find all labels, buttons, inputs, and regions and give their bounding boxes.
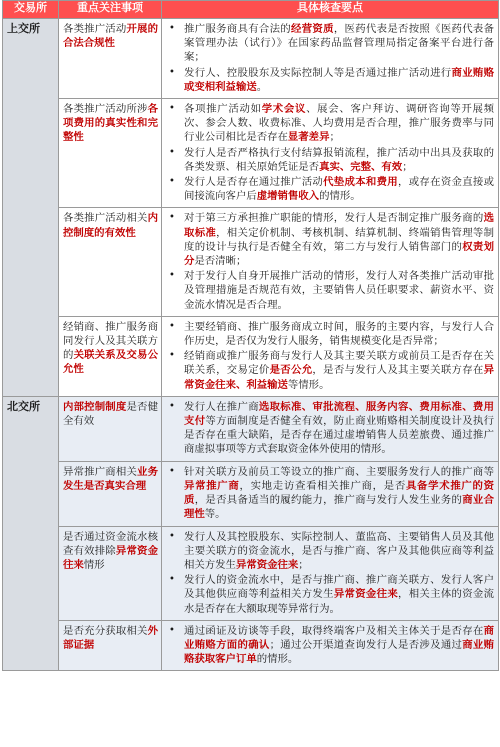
header-focus: 重点关注事项 xyxy=(59,1,162,19)
highlight-text: 内控制度的有效性 xyxy=(63,212,158,239)
highlight-text: 商业贿赂或变相利益输送 xyxy=(184,66,495,93)
list-item xyxy=(164,624,494,667)
text-segment: ； xyxy=(329,131,340,144)
focus-item-cell xyxy=(59,620,162,671)
text-segment: 对于第三方承担推广职能的情形，发行人是否制定推广服务商的 xyxy=(184,212,484,225)
table-row xyxy=(3,208,499,316)
list-item xyxy=(164,211,494,268)
table-row xyxy=(3,526,499,620)
highlight-text: 各项费用的真实性和完整性 xyxy=(63,103,158,144)
table-row xyxy=(3,19,499,99)
table-row xyxy=(3,316,499,396)
text-segment: 等方面制度是否健全有效，防止商业贿赂相关制度设计及执行是否存在重大缺陷，是否存在通过虚增销售人员差旅费、通过推广商虚拟事项等方式套取资金体外使用的情形。 xyxy=(184,415,495,456)
detail-list xyxy=(164,320,494,392)
text-segment: 经销商或推广服务商与发行人及其主要关联方或前员工是否存在关联关系，交易定价 xyxy=(184,350,494,377)
text-segment: 是否通过资金流水核查有效排除 xyxy=(63,530,158,557)
table-body xyxy=(3,19,499,671)
details-cell xyxy=(162,19,499,99)
list-item xyxy=(164,102,494,145)
focus-item-cell xyxy=(59,526,162,620)
details-cell xyxy=(162,526,499,620)
detail-list xyxy=(164,465,494,522)
highlight-text: 经营资质 xyxy=(291,23,334,35)
details-cell xyxy=(162,396,499,461)
highlight-text: 权责划分 xyxy=(184,240,495,268)
text-segment: ；通过公开渠道查询发行人是否涉及通过 xyxy=(269,638,463,651)
text-segment: 。 xyxy=(256,80,268,93)
text-segment: 是否健全有效 xyxy=(63,400,159,428)
detail-list xyxy=(164,211,494,311)
exchange-cell: 上交所 xyxy=(3,19,59,397)
detail-list xyxy=(164,400,494,457)
text-segment: 针对关联方及前员工等设立的推广商、主要服务发行人的推广商等 xyxy=(184,465,494,478)
text-segment: 通过函证及访谈等手段，取得终端客户及相关主体关于是否存在 xyxy=(184,624,484,637)
text-segment: ； xyxy=(402,160,413,173)
text-segment: 发行人及其控股股东、实际控制人、董监高、主要销售人员及其他主要关联方的资金流水，是否与推广商、客户及其他供应商等利益相关方发生 xyxy=(184,530,494,571)
exchange-cell: 北交所 xyxy=(3,396,59,670)
focus-item-cell xyxy=(59,396,162,461)
text-segment: 异常推广商相关 xyxy=(63,465,138,478)
header-details: 具体核查要点 xyxy=(162,1,499,19)
highlight-text: 异常资金往来 xyxy=(63,544,159,571)
text-segment: 是否清晰； xyxy=(194,255,247,268)
text-segment: 发行人、控股股东及实际控制人等是否通过推广活动进行 xyxy=(184,66,452,79)
highlight-text: 关联关系及交易公允性 xyxy=(63,349,159,376)
text-segment: 等情形。 xyxy=(287,378,330,391)
table-row xyxy=(3,461,499,526)
highlight-text: 异常资金往来 xyxy=(235,558,299,571)
text-segment: 发行人在推广商 xyxy=(184,400,259,413)
text-segment: 是否充分获取相关 xyxy=(63,624,148,637)
text-segment: ，或存在资金直接或间接流向客户后 xyxy=(184,176,495,203)
text-segment: 、展会、客户拜访、调研咨询等开展频次、参会人数、收费标准、人均费用是否合理，推广服务费率与同行业公司相比是否存在 xyxy=(184,103,495,144)
list-item xyxy=(164,175,494,203)
highlight-text: 是否公允 xyxy=(269,364,313,377)
text-segment: 发行人是否严格执行支付结算报销流程，推广活动中出具及获取的各类发票、相关原始凭证是否 xyxy=(184,146,494,173)
details-cell xyxy=(162,208,499,316)
highlight-text: 商业贿赂方面的确认 xyxy=(184,624,494,651)
highlight-text: 真实、完整、有效 xyxy=(319,160,403,173)
highlight-text: 商业合理性 xyxy=(184,494,495,521)
highlight-text: 学术会议 xyxy=(261,103,307,116)
highlight-text: 异常资金往来 xyxy=(333,588,399,601)
list-item xyxy=(164,400,494,457)
list-item xyxy=(164,465,494,522)
text-segment: 等。 xyxy=(204,508,226,521)
highlight-text: 选取标准、审批流程、服务内容、费用标准、费用支付 xyxy=(184,400,495,428)
text-segment: 各项推广活动如 xyxy=(184,103,262,116)
text-segment: 的情形。 xyxy=(319,190,361,203)
text-segment: ，实地走访查看相关推广商，是否 xyxy=(239,479,406,492)
text-segment: 对于发行人自身开展推广活动的情形，发行人对各类推广活动审批及管理措施是否规范有效，主要销售人员任职要求、薪资水平、资金流水情况是否合理。 xyxy=(184,270,494,311)
text-segment: 各类推广活动所涉 xyxy=(63,103,148,116)
highlight-text: 异常资金往来、利益输送 xyxy=(184,364,495,391)
text-segment: 发行人的资金流水中，是否与推广商、推广商关联方、发行人客户及其他供应商等利益相关方发生 xyxy=(184,574,494,601)
list-item xyxy=(164,22,494,65)
text-segment: 情形 xyxy=(83,558,105,571)
highlight-text: 显著差异 xyxy=(287,131,330,144)
text-segment: ，相关主体的资金流水是否存在大额取现等异常行为。 xyxy=(184,588,495,615)
list-item xyxy=(164,349,494,392)
table-row xyxy=(3,396,499,461)
highlight-text: 外部证据 xyxy=(63,624,158,651)
details-cell xyxy=(162,316,499,396)
list-item xyxy=(164,320,494,348)
text-segment: ，相关定价机制、考核机制、结算机制、终端销售管理等制度的设计与执行是否健全有效，第二方与发行人销售部门的 xyxy=(184,226,495,253)
text-segment: 发行人是否存在通过推广活动 xyxy=(184,176,324,189)
list-item xyxy=(164,66,494,94)
text-segment: 推广服务商具有合法的 xyxy=(184,23,292,35)
highlight-text: 开展的合法合规性 xyxy=(63,23,159,50)
list-item xyxy=(164,530,494,573)
text-segment: 的情形。 xyxy=(256,653,299,666)
list-item xyxy=(164,269,494,312)
focus-item-cell xyxy=(59,19,162,99)
text-segment: ，是否具备适当的履约能力，推广商与发行人发生业务的 xyxy=(194,494,463,507)
focus-item-cell xyxy=(59,461,162,526)
highlight-text: 异常推广商 xyxy=(184,479,240,492)
focus-item-cell xyxy=(59,99,162,208)
highlight-text: 虚增销售收入 xyxy=(256,190,320,203)
list-item xyxy=(164,146,494,174)
detail-list xyxy=(164,624,494,667)
verification-table xyxy=(2,0,499,671)
detail-list xyxy=(164,530,494,616)
text-segment: ，是否与发行人及其主要关联方存在 xyxy=(312,364,484,377)
header-exchange: 交易所 xyxy=(3,1,59,19)
highlight-text: 具备学术推广的资质 xyxy=(184,479,495,507)
text-segment: 各类推广活动 xyxy=(63,23,127,35)
highlight-text: 代垫成本和费用 xyxy=(323,176,399,189)
details-cell xyxy=(162,99,499,208)
text-segment: 各类推广活动相关 xyxy=(63,212,148,225)
text-segment: ，医药代表是否按照《医药代表备案管理办法（试行）》在国家药品监督管理局指定备案平台进行备案； xyxy=(184,23,495,64)
detail-list xyxy=(164,102,494,203)
details-cell xyxy=(162,620,499,671)
list-item xyxy=(164,573,494,616)
focus-item-cell xyxy=(59,208,162,316)
text-segment: ； xyxy=(298,558,309,571)
highlight-text: 内部控制制度 xyxy=(63,400,127,413)
highlight-text: 商业贿赂获取客户订单 xyxy=(184,638,495,666)
details-cell xyxy=(162,461,499,526)
text-segment: 经销商、推广服务商同发行人及其关联方的 xyxy=(63,320,158,362)
text-segment: 主要经销商、推广服务商成立时间，服务的主要内容，与发行人合作历史，是否仅为发行人服务，销售规模变化是否异常； xyxy=(184,320,494,348)
detail-list xyxy=(164,22,494,94)
highlight-text: 业务发生是否真实合理 xyxy=(63,465,159,492)
focus-item-cell xyxy=(59,316,162,396)
table-row xyxy=(3,99,499,208)
table-row xyxy=(3,620,499,671)
table-header-row xyxy=(3,1,499,19)
highlight-text: 选取标准 xyxy=(184,212,494,239)
